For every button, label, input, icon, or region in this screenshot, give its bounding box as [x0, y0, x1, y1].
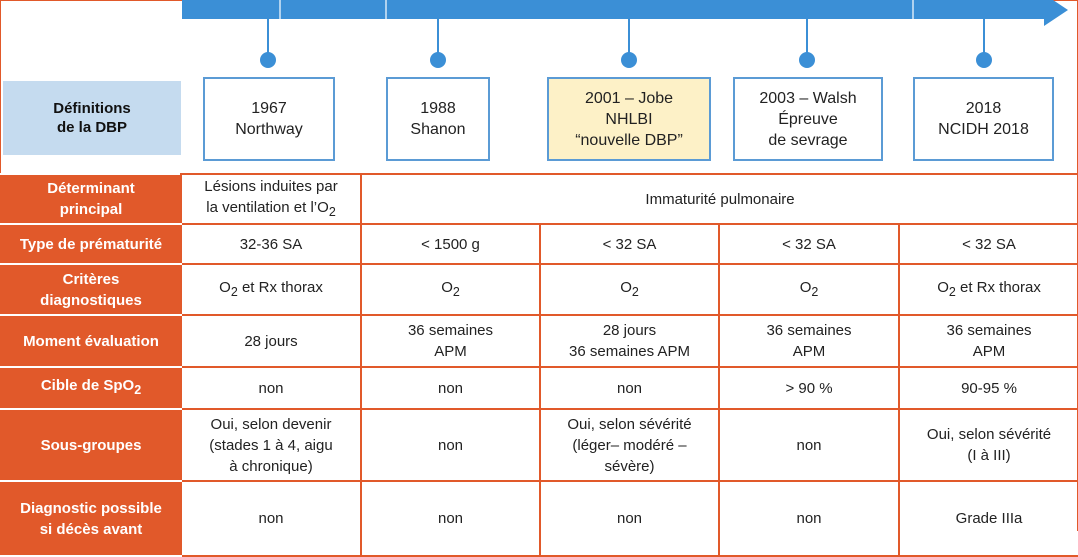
table-cell: 36 semaines APM [361, 315, 540, 367]
table-cell: < 32 SA [899, 224, 1078, 264]
timeline-marker [799, 52, 815, 68]
table-cell: $O_2$ [719, 264, 899, 315]
row-header-cible: Cible de SpO$_2$ [1, 367, 181, 409]
table-cell: 28 jours [181, 315, 361, 367]
table-cell: non [719, 409, 899, 481]
timeline-marker [260, 52, 276, 68]
table-cell: Oui, selon sévérité (I à III) [899, 409, 1078, 481]
timeline-box-1988: 1988 Shanon [386, 77, 490, 161]
row-header-moment: Moment évaluation [1, 315, 181, 367]
table-cell: Oui, selon sévérité (léger– modéré – sévère) [540, 409, 719, 481]
table-cell: < 32 SA [540, 224, 719, 264]
table-cell: non [361, 481, 540, 556]
table-cell: non [719, 481, 899, 556]
table-cell: < 32 SA [719, 224, 899, 264]
table-cell: non [181, 481, 361, 556]
table-cell: non [361, 367, 540, 409]
table-cell: 36 semaines APM [899, 315, 1078, 367]
row-header-prematurite: Type de prématurité [1, 224, 181, 264]
table-cell: non [181, 367, 361, 409]
timeline-arrow [182, 0, 1046, 19]
table-row [1, 481, 1078, 556]
table-row [1, 174, 1078, 224]
table-row [1, 315, 1078, 367]
table-cell: < 1500 g [361, 224, 540, 264]
timeline-box-2001: 2001 – Jobe NHLBI “nouvelle DBP” [547, 77, 711, 161]
timeline-divider [912, 0, 914, 19]
table-cell: non [361, 409, 540, 481]
table-cell: non [540, 367, 719, 409]
timeline-divider [385, 0, 387, 19]
table-cell: $O_2$ [540, 264, 719, 315]
timeline-marker [621, 52, 637, 68]
table-row [1, 409, 1078, 481]
timeline-marker [430, 52, 446, 68]
timeline-box-2018: 2018 NCIDH 2018 [913, 77, 1054, 161]
table-cell: 36 semaines APM [719, 315, 899, 367]
table-cell-merged: Immaturité pulmonaire [361, 174, 1078, 224]
comparison-table [0, 173, 1078, 557]
table-cell: Oui, selon devenir (stades 1 à 4, aigu à chronique) [181, 409, 361, 481]
table-row [1, 264, 1078, 315]
row-header-determinant: Déterminant principal [1, 174, 181, 224]
table-cell: $O_2$ [361, 264, 540, 315]
table-cell: 90-95 % [899, 367, 1078, 409]
timeline-arrow-head [1044, 0, 1068, 26]
table-cell: $O_2$ et Rx thorax [181, 264, 361, 315]
row-header-criteres: Critères diagnostiques [1, 264, 181, 315]
timeline-divider [279, 0, 281, 19]
table-row [1, 367, 1078, 409]
table-cell: Lésions induites par la ventilation et $l’O_2$ [181, 174, 361, 224]
table-row [1, 224, 1078, 264]
row-header-sousgroupes: Sous-groupes [1, 409, 181, 481]
timeline-marker [976, 52, 992, 68]
definitions-label: Définitions de la DBP [3, 81, 181, 155]
table-cell: > 90 % [719, 367, 899, 409]
table-cell: non [540, 481, 719, 556]
table-cell: Grade IIIa [899, 481, 1078, 556]
table-cell: $O_2$ et Rx thorax [899, 264, 1078, 315]
table-cell: 32-36 SA [181, 224, 361, 264]
table-cell: 28 jours 36 semaines APM [540, 315, 719, 367]
timeline-box-1967: 1967 Northway [203, 77, 335, 161]
timeline-box-2003: 2003 – Walsh Épreuve de sevrage [733, 77, 883, 161]
row-header-diagnostic: Diagnostic possible si décès avant [1, 481, 181, 556]
